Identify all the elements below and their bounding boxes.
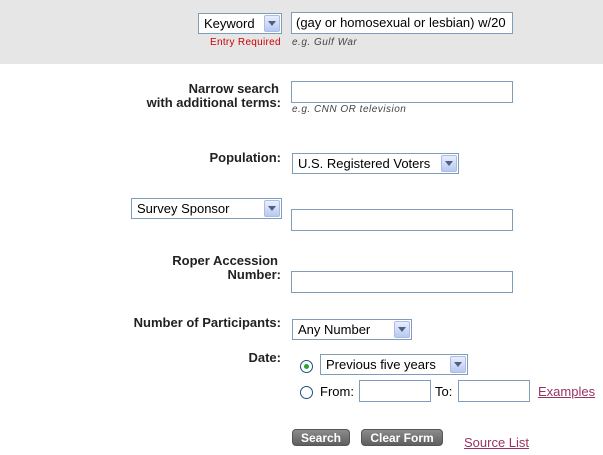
survey-sponsor-select-value: Survey Sponsor xyxy=(137,201,230,216)
date-preset-radio[interactable] xyxy=(300,360,313,373)
entry-required-note: Entry Required xyxy=(210,37,281,48)
accession-number-input[interactable] xyxy=(291,271,513,293)
clear-form-button[interactable]: Clear Form xyxy=(361,429,443,446)
date-to-label: To: xyxy=(435,384,453,399)
narrow-search-example: e.g. CNN OR television xyxy=(292,104,407,115)
keyword-input[interactable] xyxy=(291,12,513,34)
chevron-down-icon xyxy=(394,321,410,338)
search-button[interactable]: Search xyxy=(292,429,350,446)
date-examples-link[interactable]: Examples xyxy=(538,384,596,399)
participants-label: Number of Participants: xyxy=(133,315,281,330)
survey-sponsor-input[interactable] xyxy=(291,209,513,231)
date-to-input[interactable] xyxy=(458,380,530,402)
participants-select[interactable] xyxy=(292,319,412,340)
population-select[interactable] xyxy=(292,153,459,174)
participants-select-value: Any Number xyxy=(298,322,371,337)
population-label: Population: xyxy=(209,150,281,165)
narrow-search-label-line1: Narrow search xyxy=(188,81,279,96)
radio-selected-dot xyxy=(304,364,309,369)
keyword-example: e.g. Gulf War xyxy=(292,37,358,48)
narrow-search-label-line2: with additional terms: xyxy=(146,95,281,110)
search-field-select-value: Keyword xyxy=(204,16,255,31)
date-preset-select[interactable] xyxy=(320,354,468,375)
date-from-input[interactable] xyxy=(359,380,431,402)
date-range-radio[interactable] xyxy=(300,386,313,399)
accession-label-line2: Number: xyxy=(227,267,281,282)
source-list-link[interactable]: Source List xyxy=(464,435,530,450)
population-select-value: U.S. Registered Voters xyxy=(298,156,431,171)
chevron-down-icon xyxy=(264,15,280,32)
chevron-down-icon xyxy=(450,356,466,373)
search-field-select[interactable] xyxy=(198,13,282,34)
date-from-label: From: xyxy=(320,384,354,399)
chevron-down-icon xyxy=(441,155,457,172)
date-label: Date: xyxy=(248,350,281,365)
survey-sponsor-select[interactable] xyxy=(131,198,282,219)
keyword-input-value: (gay or homosexual or lesbian) w/20 xyxy=(296,15,506,30)
accession-label-line1: Roper Accession xyxy=(172,253,278,268)
date-preset-select-value: Previous five years xyxy=(326,357,436,372)
chevron-down-icon xyxy=(264,200,280,217)
narrow-search-input[interactable] xyxy=(291,81,513,103)
